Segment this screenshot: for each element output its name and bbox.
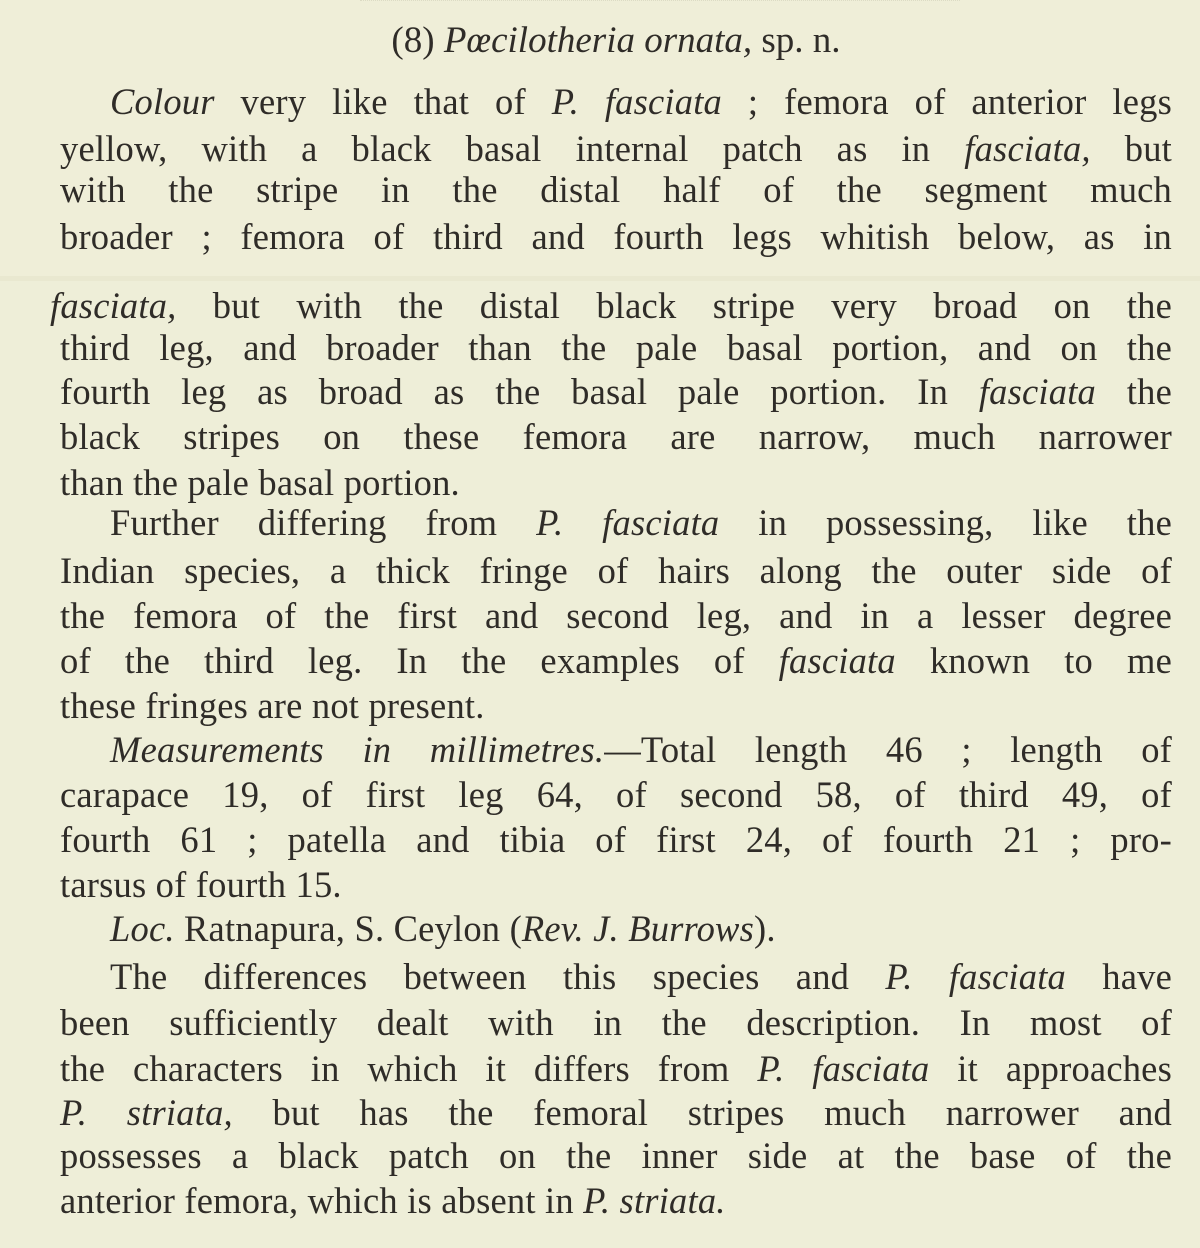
text-line-measurements <box>60 817 1172 863</box>
text-line-remarks <box>60 1000 1172 1046</box>
italic-text: fasciata <box>978 371 1097 412</box>
text-run: the characters in which it differs from <box>60 1048 758 1089</box>
italic-text: fasciata, <box>964 128 1091 169</box>
text-run: than the pale basal portion. <box>60 462 460 503</box>
italic-text: fasciata, <box>50 285 177 326</box>
italic-text: Loc. <box>110 908 175 949</box>
text-run: but with the distal black stripe very broad on the <box>176 285 1172 326</box>
text-line-description <box>60 167 1172 213</box>
text-line-measurements <box>60 772 1172 818</box>
text-run: —Total length 46 ; length of <box>604 729 1172 770</box>
text-line-description <box>60 414 1172 460</box>
text-run: in possessing, like the <box>719 502 1172 543</box>
text-line-remarks <box>60 1090 1172 1136</box>
text-run: known to me <box>895 640 1172 681</box>
heading-species-name: Pœcilotheria ornata, <box>443 20 753 61</box>
text-line-description <box>60 126 1172 172</box>
text-line-description <box>110 79 1172 125</box>
italic-text: P. striata, <box>60 1092 233 1133</box>
text-run: carapace 19, of first leg 64, of second 58, of third 49, of <box>60 774 1172 815</box>
text-run: possesses a black patch on the inner side at the base of the <box>60 1135 1172 1176</box>
text-line-remarks <box>110 954 1172 1000</box>
text-line-remarks <box>60 1133 1172 1179</box>
text-line-description <box>60 214 1172 260</box>
text-run: The differences between this species and <box>110 956 886 997</box>
text-run: anterior femora, which is absent in <box>60 1180 584 1221</box>
text-run: ). <box>754 908 776 949</box>
italic-text: P. striata. <box>583 1180 726 1221</box>
italic-text: Rev. J. Burrows <box>521 908 755 949</box>
italic-text: P. fasciata <box>885 956 1066 997</box>
italic-text: P. fasciata <box>551 81 722 122</box>
text-line-description <box>50 283 1172 329</box>
text-line-description <box>110 500 1172 546</box>
text-line-remarks <box>60 1046 1172 1092</box>
italic-text: Measurements in millimetres. <box>110 729 605 770</box>
text-line-remarks <box>60 1178 1172 1224</box>
text-line-description <box>60 369 1172 415</box>
italic-text: fasciata <box>778 640 896 681</box>
species-heading <box>60 16 1172 66</box>
italic-text: P. fasciata <box>757 1048 930 1089</box>
text-line-locality <box>110 906 1172 952</box>
text-run: fourth 61 ; patella and tibia of first 24, of fourth 21 ; pro- <box>60 819 1172 860</box>
text-line-description <box>60 593 1172 639</box>
text-line-description <box>60 683 1172 729</box>
text-run: very like that of <box>214 81 552 122</box>
text-line-description <box>60 325 1172 371</box>
heading-suffix: sp. n. <box>761 20 841 61</box>
text-run: the femora of the first and second leg, and in a lesser degree <box>60 595 1172 636</box>
italic-text: P. fasciata <box>536 502 720 543</box>
heading-number: (8) <box>391 20 435 61</box>
text-run: been sufficiently dealt with in the description. In most of <box>60 1002 1172 1043</box>
text-run: Further differing from <box>110 502 537 543</box>
bleed-through-mark <box>360 0 960 11</box>
text-run: black stripes on these femora are narrow, much narrower <box>60 416 1172 457</box>
text-line-measurements <box>110 727 1172 773</box>
text-line-measurements <box>60 862 1172 908</box>
text-run: the <box>1096 371 1172 412</box>
text-line-description <box>60 548 1172 594</box>
text-run: tarsus of fourth 15. <box>60 864 342 905</box>
text-run: but has the femoral stripes much narrower and <box>232 1092 1172 1133</box>
text-run: yellow, with a black basal internal patch as in <box>60 128 965 169</box>
text-run: with the stripe in the distal half of the segment much <box>60 169 1172 210</box>
text-run: Indian species, a thick fringe of hairs along the outer side of <box>60 550 1172 591</box>
text-run: of the third leg. In the examples of <box>60 640 779 681</box>
text-run: these fringes are not present. <box>60 685 485 726</box>
text-run: have <box>1066 956 1172 997</box>
text-run: ; femora of anterior legs <box>722 81 1172 122</box>
text-run: it approaches <box>929 1048 1172 1089</box>
text-run: third leg, and broader than the pale basal portion, and on the <box>60 327 1172 368</box>
text-run: Ratnapura, S. Ceylon ( <box>174 908 522 949</box>
text-run: fourth leg as broad as the basal pale portion. In <box>60 371 979 412</box>
text-line-description <box>60 638 1172 684</box>
text-run: but <box>1090 128 1172 169</box>
italic-text: Colour <box>110 81 215 122</box>
text-run: broader ; femora of third and fourth legs whitish below, as in <box>60 216 1172 257</box>
